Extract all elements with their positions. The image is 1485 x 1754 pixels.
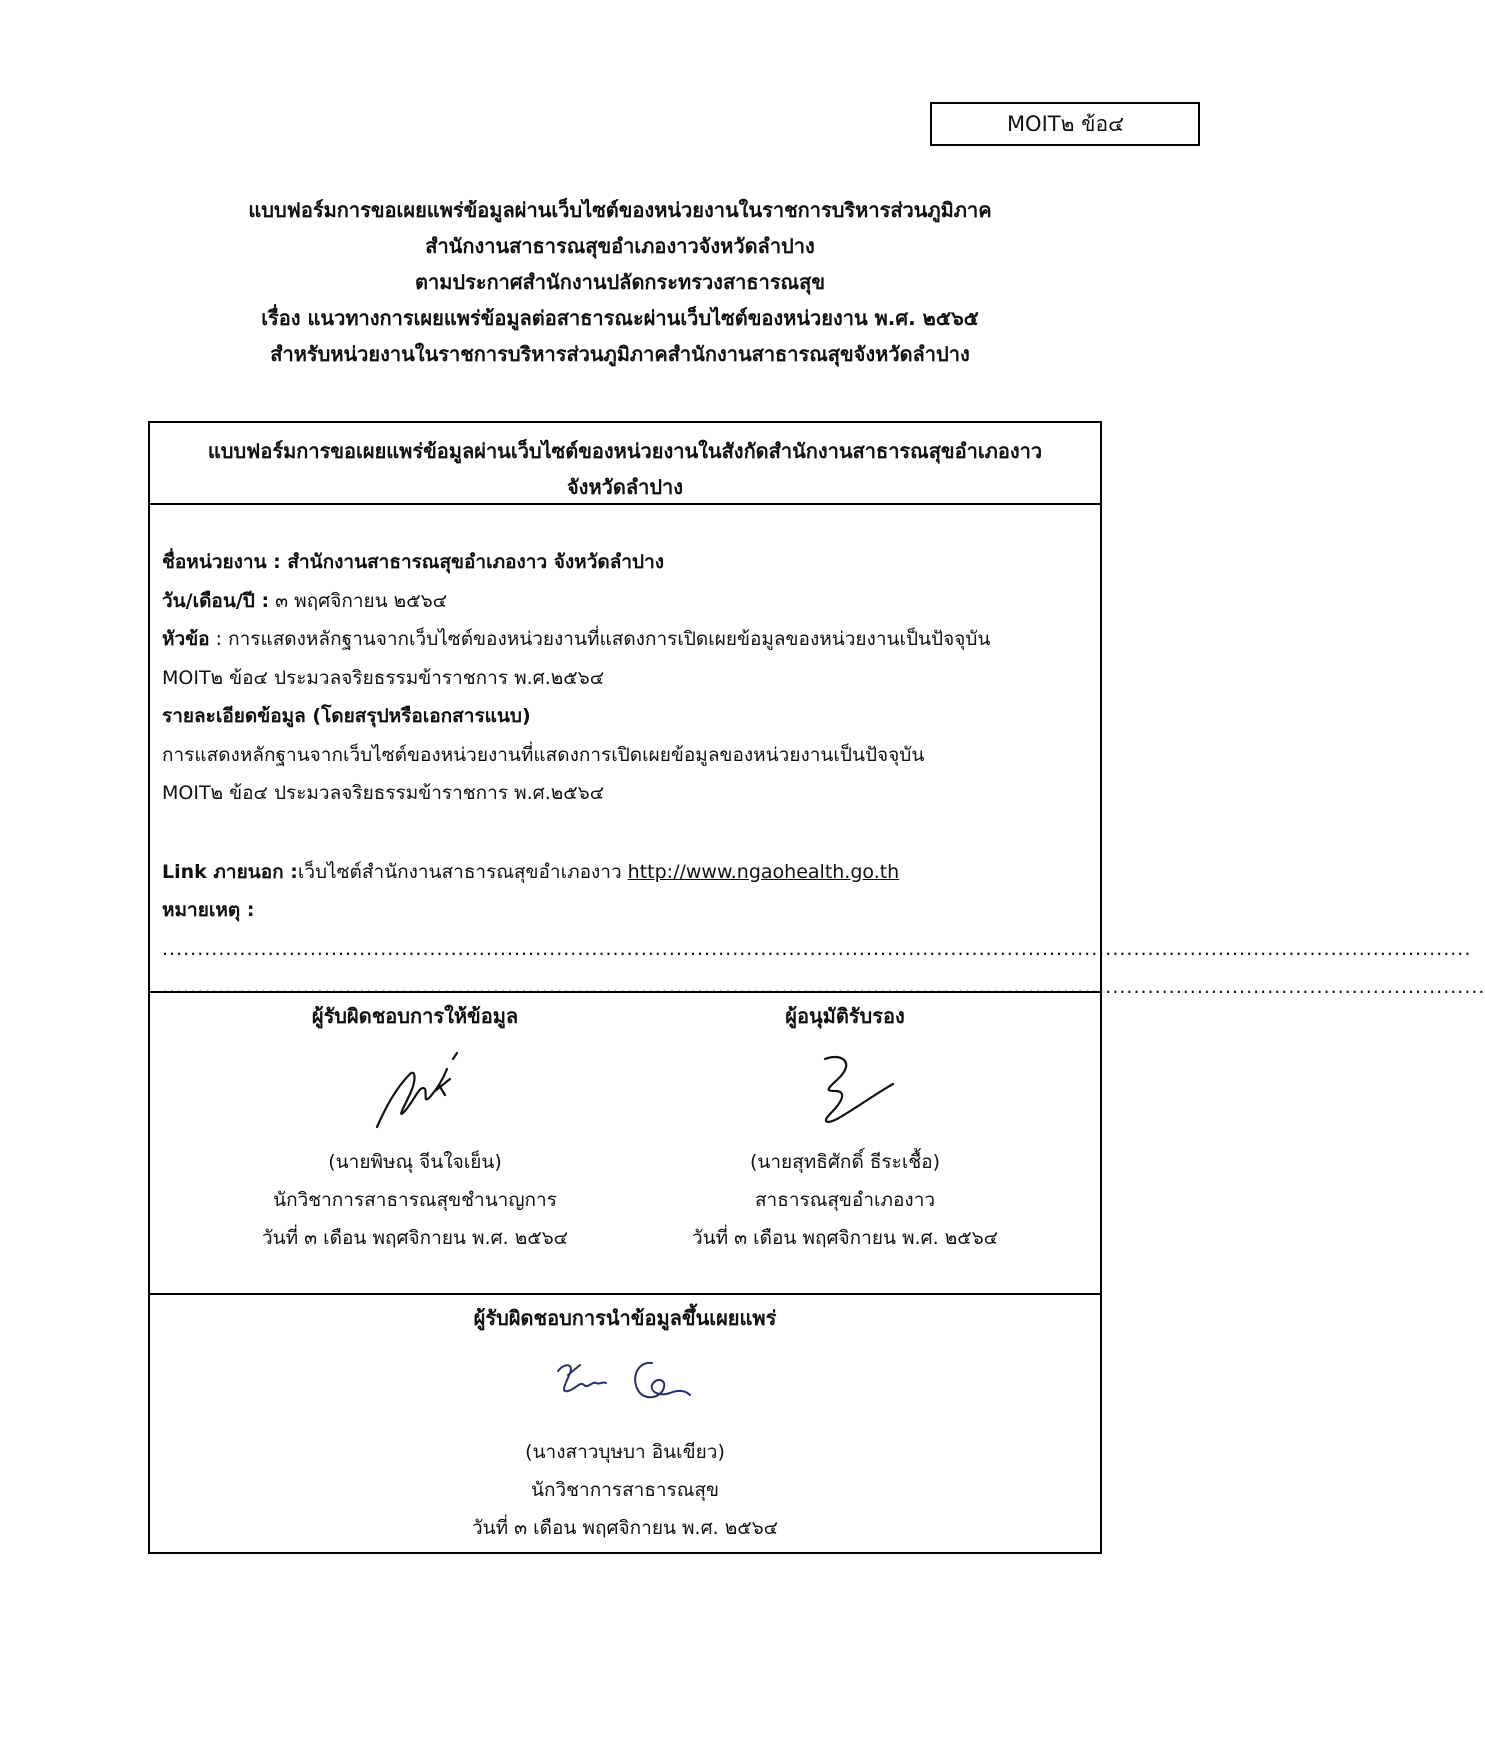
website-link[interactable]: http://www.ngaohealth.go.th	[627, 860, 900, 883]
form-table	[148, 421, 1485, 1554]
publisher-name: (นางสาวบุษบา อินเขียว)	[525, 1441, 725, 1463]
publisher-signature	[150, 1337, 1100, 1433]
detail-line-2: MOIT๒ ข้อ๔ ประมวลจริยธรรมข้าราชการ พ.ศ.๒๕๖๔	[162, 782, 605, 804]
detail-line-1: การแสดงหลักฐานจากเว็บไซต์ของหน่วยงานที่แสดงการเปิดเผยข้อมูลของหน่วยงานเป็นปัจจุบัน	[162, 743, 925, 766]
form-title-line-1: แบบฟอร์มการขอเผยแพร่ข้อมูลผ่านเว็บไซต์ของหน่วยงานในสังกัดสำนักงานสาธารณสุขอำเภองาว	[207, 439, 1043, 463]
remark-label: หมายเหตุ :	[162, 899, 255, 921]
publisher-role: ผู้รับผิดชอบการนำข้อมูลขึ้นเผยแพร่	[473, 1306, 777, 1330]
topic-label: หัวข้อ	[162, 628, 210, 650]
form-title	[150, 433, 1100, 505]
link-label: Link ภายนอก :	[162, 860, 298, 883]
topic-value: : การแสดงหลักฐานจากเว็บไซต์ของหน่วยงานที่แสดงการเปิดเผยข้อมูลของหน่วยงานเป็นปัจจุบัน	[209, 628, 991, 650]
approver-signature-block	[620, 997, 1070, 1257]
approver-name: (นายสุทธิศักดิ์ ธีระเชื้อ)	[749, 1151, 941, 1173]
divider	[150, 503, 1100, 505]
date-label: วัน/เดือน/ปี :	[162, 589, 270, 612]
form-details	[162, 543, 1485, 1007]
remark-dots-2: ............................................................................................................................................................................................	[162, 976, 1485, 998]
provider-signature	[190, 1035, 640, 1143]
form-title-line-2: จังหวัดลำปาง	[566, 475, 684, 499]
document-code: MOIT๒ ข้อ๔	[1006, 112, 1124, 136]
header-line-1: แบบฟอร์มการขอเผยแพร่ข้อมูลผ่านเว็บไซต์ของหน่วยงานในราชการบริหารส่วนภูมิภาค	[248, 198, 992, 222]
provider-name: (นายพิษณุ จีนใจเย็น)	[328, 1151, 502, 1173]
approver-position: สาธารณสุขอำเภองาว	[754, 1189, 936, 1211]
divider	[150, 991, 1100, 993]
approver-date: วันที่ ๓ เดือน พฤศจิกายน พ.ศ. ๒๕๖๔	[691, 1227, 999, 1249]
topic-value-2: MOIT๒ ข้อ๔ ประมวลจริยธรรมข้าราชการ พ.ศ.๒๕๖๔	[162, 666, 605, 689]
provider-position: นักวิชาการสาธารณสุขชำนาญการ	[273, 1189, 557, 1211]
header-line-4: เรื่อง แนวทางการเผยแพร่ข้อมูลต่อสาธารณะผ่านเว็บไซต์ของหน่วยงาน พ.ศ. ๒๕๖๕	[261, 306, 979, 330]
agency-field: ชื่อหน่วยงาน : สำนักงานสาธารณสุขอำเภองาว จังหวัดลำปาง	[162, 551, 665, 573]
detail-label: รายละเอียดข้อมูล (โดยสรุปหรือเอกสารแนบ)	[162, 705, 531, 727]
header-line-3: ตามประกาศสำนักงานปลัดกระทรวงสาธารณสุข	[414, 270, 825, 294]
provider-signature-block	[190, 997, 640, 1257]
divider	[150, 1293, 1100, 1295]
publisher-signature-block	[150, 1299, 1100, 1547]
document-code-box	[930, 102, 1200, 146]
publisher-date: วันที่ ๓ เดือน พฤศจิกายน พ.ศ. ๒๕๖๔	[471, 1517, 779, 1539]
document-header	[100, 192, 1140, 372]
approver-signature	[620, 1035, 1070, 1143]
header-line-5: สำหรับหน่วยงานในราชการบริหารส่วนภูมิภาคสำนักงานสาธารณสุขจังหวัดลำปาง	[270, 342, 970, 366]
link-text: เว็บไซต์สำนักงานสาธารณสุขอำเภองาว	[297, 860, 628, 883]
publisher-position: นักวิชาการสาธารณสุข	[530, 1479, 720, 1501]
date-value: ๓ พฤศจิกายน ๒๕๖๔	[269, 589, 448, 612]
provider-role: ผู้รับผิดชอบการให้ข้อมูล	[311, 1004, 519, 1028]
approver-role: ผู้อนุมัติรับรอง	[785, 1004, 905, 1028]
header-line-2: สำนักงานสาธารณสุขอำเภองาวจังหวัดลำปาง	[425, 234, 815, 258]
remark-dots-1: ..........................................................................................................................................................................................	[162, 937, 1472, 960]
provider-date: วันที่ ๓ เดือน พฤศจิกายน พ.ศ. ๒๕๖๔	[261, 1227, 569, 1249]
